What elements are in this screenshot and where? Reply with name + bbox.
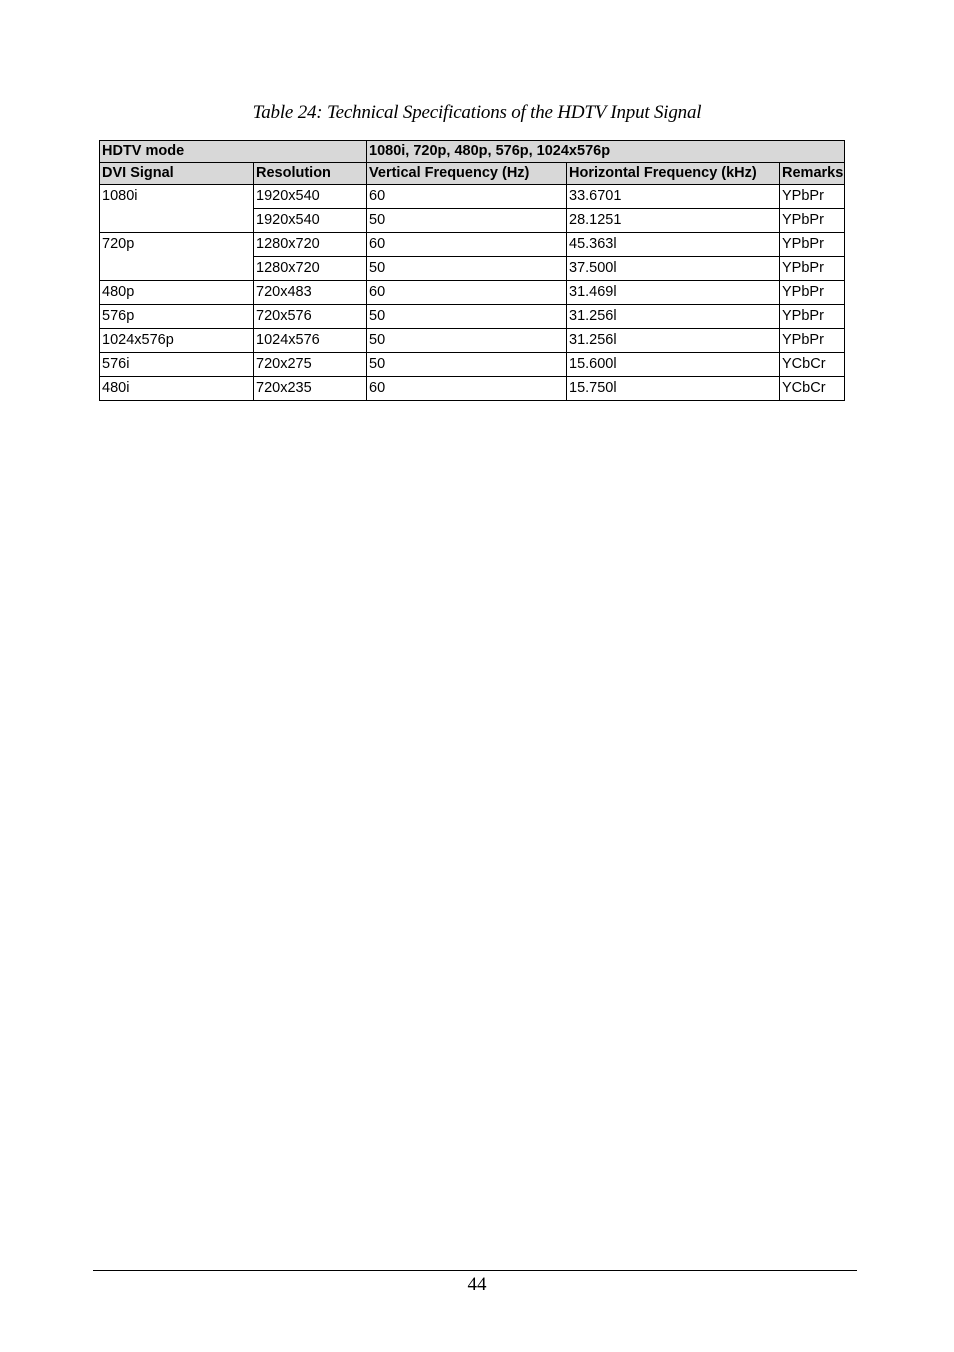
- cell-remarks: YPbPr: [780, 329, 845, 353]
- table-row: [100, 329, 845, 353]
- spec-table-body: [100, 141, 845, 401]
- column-header-horizontal-frequency: Horizontal Frequency (kHz): [567, 163, 780, 185]
- hdtv-mode-row: [100, 141, 845, 163]
- cell-resolution: 720x483: [254, 281, 367, 305]
- cell-dvi-signal: 480i: [100, 377, 254, 401]
- table-caption: Table 24: Technical Specifications of the HDTV Input Signal: [252, 102, 702, 123]
- column-header-row: [100, 163, 845, 185]
- cell-vertical-frequency: 60: [367, 281, 567, 305]
- cell-horizontal-frequency: 37.500l: [567, 257, 780, 281]
- cell-resolution: 1280x720: [254, 233, 367, 257]
- page-number: 44: [467, 1274, 487, 1295]
- table-row: [100, 377, 845, 401]
- table-row: [100, 281, 845, 305]
- cell-horizontal-frequency: 33.6701: [567, 185, 780, 209]
- cell-remarks: YPbPr: [780, 209, 845, 233]
- cell-dvi-signal: 1024x576p: [100, 329, 254, 353]
- cell-vertical-frequency: 60: [367, 185, 567, 209]
- footer-divider: [93, 1270, 857, 1271]
- hdtv-mode-value: 1080i, 720p, 480p, 576p, 1024x576p: [367, 141, 845, 163]
- cell-vertical-frequency: 60: [367, 377, 567, 401]
- cell-horizontal-frequency: 31.256l: [567, 305, 780, 329]
- cell-vertical-frequency: 50: [367, 305, 567, 329]
- column-header-vertical-frequency: Vertical Frequency (Hz): [367, 163, 567, 185]
- column-header-dvi-signal: DVI Signal: [100, 163, 254, 185]
- cell-dvi-signal: 720p: [100, 233, 254, 281]
- cell-vertical-frequency: 50: [367, 257, 567, 281]
- cell-resolution: 1920x540: [254, 185, 367, 209]
- cell-resolution: 720x275: [254, 353, 367, 377]
- cell-remarks: YPbPr: [780, 305, 845, 329]
- cell-vertical-frequency: 50: [367, 353, 567, 377]
- hdtv-mode-label: HDTV mode: [100, 141, 367, 163]
- cell-dvi-signal: 576i: [100, 353, 254, 377]
- cell-horizontal-frequency: 31.469l: [567, 281, 780, 305]
- cell-remarks: YCbCr: [780, 377, 845, 401]
- cell-remarks: YPbPr: [780, 233, 845, 257]
- cell-remarks: YPbPr: [780, 185, 845, 209]
- cell-dvi-signal: 480p: [100, 281, 254, 305]
- table-row: [100, 233, 845, 257]
- cell-vertical-frequency: 50: [367, 209, 567, 233]
- cell-resolution: 720x576: [254, 305, 367, 329]
- table-row: [100, 305, 845, 329]
- cell-horizontal-frequency: 28.1251: [567, 209, 780, 233]
- column-header-resolution: Resolution: [254, 163, 367, 185]
- cell-horizontal-frequency: 45.363l: [567, 233, 780, 257]
- cell-dvi-signal: 1080i: [100, 185, 254, 233]
- cell-resolution: 1024x576: [254, 329, 367, 353]
- cell-remarks: YCbCr: [780, 353, 845, 377]
- table-row: [100, 185, 845, 209]
- cell-vertical-frequency: 50: [367, 329, 567, 353]
- hdtv-spec-table: [99, 140, 845, 401]
- cell-remarks: YPbPr: [780, 257, 845, 281]
- cell-resolution: 1280x720: [254, 257, 367, 281]
- cell-dvi-signal: 576p: [100, 305, 254, 329]
- cell-resolution: 720x235: [254, 377, 367, 401]
- table-row: [100, 353, 845, 377]
- column-header-remarks: Remarks: [780, 163, 845, 185]
- cell-vertical-frequency: 60: [367, 233, 567, 257]
- cell-resolution: 1920x540: [254, 209, 367, 233]
- cell-horizontal-frequency: 31.256l: [567, 329, 780, 353]
- cell-horizontal-frequency: 15.750l: [567, 377, 780, 401]
- cell-remarks: YPbPr: [780, 281, 845, 305]
- cell-horizontal-frequency: 15.600l: [567, 353, 780, 377]
